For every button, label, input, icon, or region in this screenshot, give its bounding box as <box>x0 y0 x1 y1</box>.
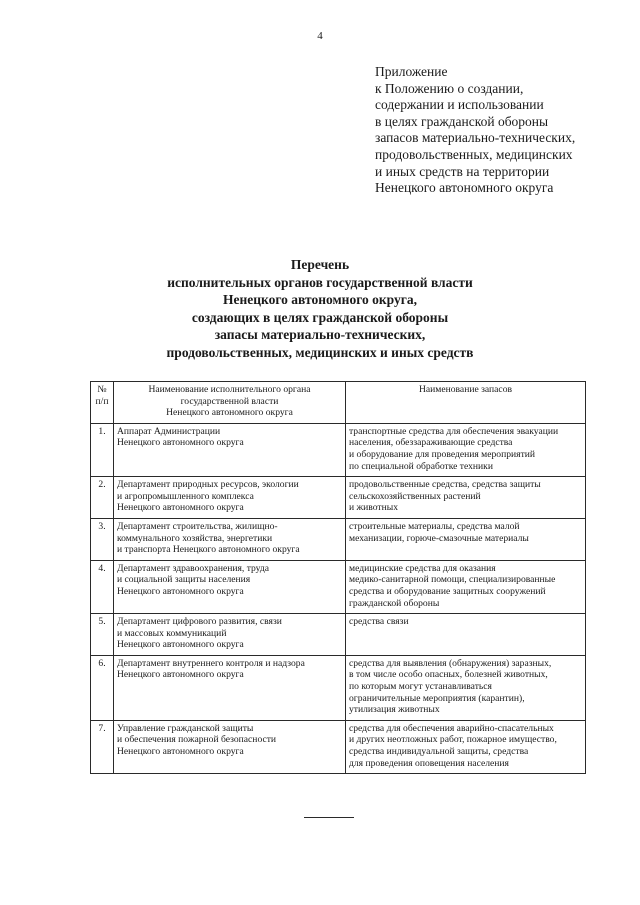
stock-name-cell <box>346 560 586 613</box>
stock-name-line: гражданской обороны <box>349 597 440 609</box>
agency-name-line: Ненецкого автономного округа <box>117 585 244 597</box>
stock-name-line: и оборудование для проведения мероприятий <box>349 448 536 460</box>
stock-name-line: средства индивидуальной защиты, средства <box>349 746 529 758</box>
appendix-line: содержании и использовании <box>375 97 544 113</box>
agency-name-line: и транспорта Ненецкого автономного округа <box>117 544 300 556</box>
title-line: Ненецкого автономного округа, <box>223 292 417 307</box>
row-number: 2. <box>91 477 114 519</box>
agency-name-cell <box>114 560 346 613</box>
row-number: 4. <box>91 560 114 613</box>
stock-name-line: ограничительные мероприятия (карантин), <box>349 692 525 704</box>
agency-name-cell <box>114 518 346 560</box>
stock-name-cell <box>346 477 586 519</box>
appendix-line: и иных средств на территории <box>375 163 550 179</box>
header-agency-name <box>114 382 346 424</box>
row-number: 7. <box>91 720 114 773</box>
header-stock-line: Наименование запасов <box>418 384 513 395</box>
agency-name-line: и обеспечения пожарной безопасности <box>117 734 277 746</box>
agency-name-cell <box>114 655 346 720</box>
stock-name-cell <box>346 720 586 773</box>
header-agency-line: Наименование исполнительного органа <box>148 384 311 395</box>
agency-name-line: Департамент внутреннего контроля и надзора <box>117 657 305 669</box>
stock-name-line: населения, обеззараживающие средства <box>349 437 513 449</box>
stock-name-line: продовольственные средства, средства защиты <box>349 479 541 491</box>
header-agency-line: Ненецкого автономного округа <box>166 407 293 419</box>
stock-name-line: для проведения оповещения населения <box>349 757 509 769</box>
stock-name-line: медико-санитарной помощи, специализированные <box>349 574 556 586</box>
agency-name-cell <box>114 423 346 476</box>
row-number: 5. <box>91 614 114 656</box>
agency-name-line: Ненецкого автономного округа <box>117 746 244 758</box>
stock-name-cell <box>346 423 586 476</box>
header-number <box>91 382 114 424</box>
stock-name-line: по специальной обработке техники <box>349 460 493 472</box>
title-line: Перечень <box>290 257 350 272</box>
table-header-row <box>91 382 586 424</box>
row-number: 6. <box>91 655 114 720</box>
row-number: 1. <box>91 423 114 476</box>
stock-name-line: средства для выявления (обнаружения) заразных, <box>349 657 552 669</box>
table-row <box>91 477 586 519</box>
stock-name-line: средства связи <box>349 616 409 628</box>
agency-name-line: Департамент строительства, жилищно- <box>117 520 278 532</box>
page-number: 4 <box>317 30 323 42</box>
table-row <box>91 560 586 613</box>
stock-name-line: утилизация животных <box>349 704 440 716</box>
appendix-line: Приложение <box>375 64 448 79</box>
agency-name-line: и агропромышленного комплекса <box>117 490 254 502</box>
table-row <box>91 518 586 560</box>
agencies-table <box>90 381 586 774</box>
stock-name-line: и других неотложных работ, пожарное имущество, <box>349 734 557 746</box>
header-number-line: № <box>97 384 107 395</box>
table-row <box>91 655 586 720</box>
end-separator-line <box>304 817 354 818</box>
stock-name-line: и животных <box>349 502 398 514</box>
stock-name-cell <box>346 614 586 656</box>
stock-name-cell <box>346 655 586 720</box>
header-number-line: п/п <box>95 395 109 407</box>
agency-name-line: и социальной защиты населения <box>117 574 251 586</box>
agency-name-line: и массовых коммуникаций <box>117 627 227 639</box>
document-title <box>0 256 640 361</box>
agency-name-line: Департамент здравоохранения, труда <box>117 562 270 574</box>
agency-name-line: Управление гражданской защиты <box>117 722 254 734</box>
appendix-line: Ненецкого автономного округа <box>375 180 554 196</box>
appendix-line: продовольственных, медицинских <box>375 146 573 162</box>
appendix-line: запасов материально-технических, <box>375 130 576 146</box>
stock-name-line: медицинские средства для оказания <box>349 562 496 574</box>
table-row <box>91 614 586 656</box>
stock-name-line: в том числе особо опасных, болезней животных, <box>349 669 548 681</box>
table-row <box>91 423 586 476</box>
appendix-line: в целях гражданской обороны <box>375 113 549 129</box>
agency-name-line: Департамент цифрового развития, связи <box>117 616 282 628</box>
agency-name-cell <box>114 614 346 656</box>
appendix-line: к Положению о создании, <box>375 80 524 96</box>
stock-name-line: сельскохозяйственных растений <box>349 490 481 502</box>
agency-name-line: Департамент природных ресурсов, экологии <box>117 479 299 491</box>
agency-name-line: Ненецкого автономного округа <box>117 437 244 449</box>
row-number: 3. <box>91 518 114 560</box>
title-line: продовольственных, медицинских и иных средств <box>166 344 474 360</box>
header-agency-line: государственной власти <box>180 395 279 407</box>
agency-name-line: Ненецкого автономного округа <box>117 639 244 651</box>
stock-name-cell <box>346 518 586 560</box>
table-body <box>91 423 586 773</box>
stock-name-line: средства и оборудование защитных сооружений <box>349 585 546 597</box>
stock-name-line: по которым могут устанавливаться <box>349 681 492 693</box>
table-row <box>91 720 586 773</box>
header-stock-name <box>346 382 586 424</box>
title-line: запасы материально-технических, <box>214 327 426 342</box>
stock-name-line: строительные материалы, средства малой <box>349 520 520 532</box>
agency-name-line: коммунального хозяйства, энергетики <box>117 532 273 544</box>
title-line: исполнительных органов государственной власти <box>167 274 473 290</box>
stock-name-line: транспортные средства для обеспечения эвакуации <box>349 425 559 437</box>
appendix-caption <box>375 64 625 197</box>
agency-name-line: Ненецкого автономного округа <box>117 502 244 514</box>
stock-name-line: механизации, горюче-смазочные материалы <box>349 532 529 544</box>
agency-name-line: Ненецкого автономного округа <box>117 669 244 681</box>
agency-name-cell <box>114 477 346 519</box>
agency-name-line: Аппарат Администрации <box>117 425 221 437</box>
stock-name-line: средства для обеспечения аварийно-спасательных <box>349 722 554 734</box>
title-line: создающих в целях гражданской обороны <box>191 309 449 325</box>
agency-name-cell <box>114 720 346 773</box>
